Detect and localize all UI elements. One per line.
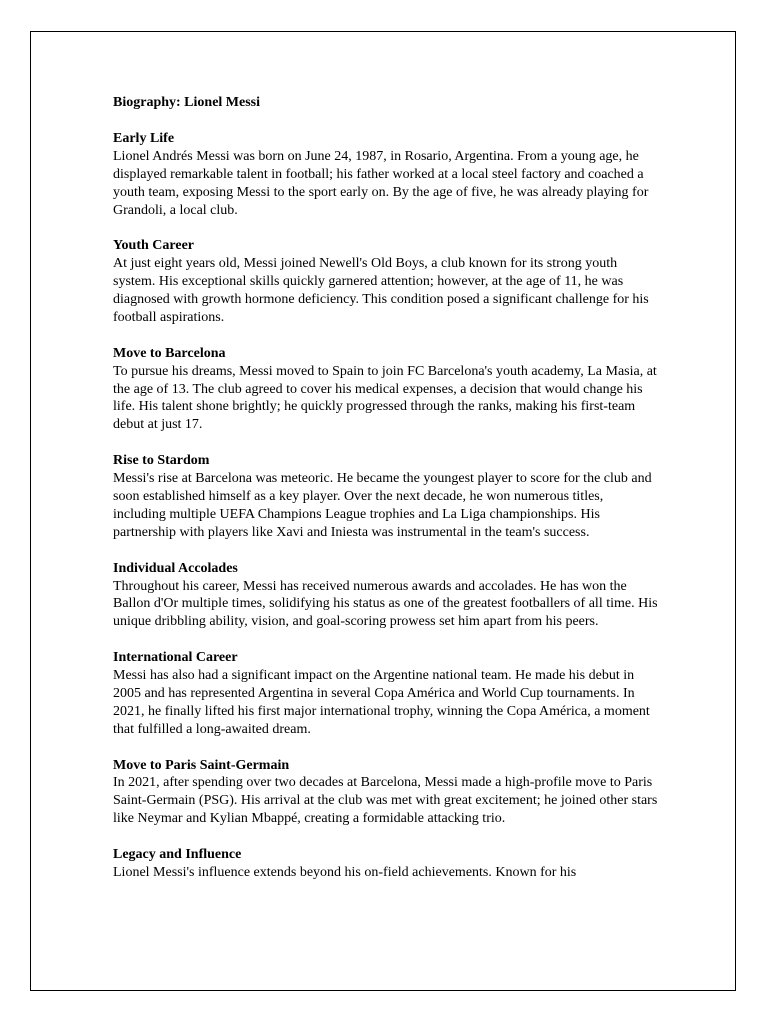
section-body: Lionel Andrés Messi was born on June 24, 1987, in Rosario, Argentina. From a young age, he displayed remarkable talent in football; his father worked at a local steel factory and coached a youth team, exposing Messi to the sport early on. By the age of five, he was already playing for Grandoli, a local club. xyxy=(113,148,649,218)
document-title: Biography: Lionel Messi xyxy=(113,95,261,110)
section-heading: International Career xyxy=(113,650,238,666)
section-heading: Legacy and Influence xyxy=(113,847,242,863)
section-international-career xyxy=(113,649,658,739)
section-early-life xyxy=(113,130,658,220)
section-heading: Youth Career xyxy=(113,238,195,254)
section-youth-career xyxy=(113,237,658,327)
document-content xyxy=(113,94,658,900)
section-heading: Move to Paris Saint-Germain xyxy=(113,757,290,773)
section-legacy-and-influence xyxy=(113,846,658,882)
section-body: Messi's rise at Barcelona was meteoric. He became the youngest player to score for the club and soon established himself as a key player. Over the next decade, he won numerous titles, including multiple UEFA Champions League trophies and La Liga championships. His partnership with players like Xavi and Iniesta was instrumental in the team's success. xyxy=(113,471,652,540)
section-body: Messi has also had a significant impact on the Argentine national team. He made his debut in 2005 and has represented Argentina in several Copa América and World Cup tournaments. In 2021, he finally lifted his first major international trophy, winning the Copa América, a moment that fulfilled a long-awaited dream. xyxy=(113,668,650,737)
section-body: Lionel Messi's influence extends beyond his on-field achievements. Known for his xyxy=(113,864,577,880)
section-heading: Early Life xyxy=(113,130,175,146)
section-rise-to-stardom xyxy=(113,452,658,542)
section-body: In 2021, after spending over two decades at Barcelona, Messi made a high-profile move to Paris Saint-Germain (PSG). His arrival at the club was met with great excitement; he joined other stars like Neymar and Kylian Mbappé, creating a formidable attacking trio. xyxy=(113,775,658,827)
document-page xyxy=(30,31,736,991)
section-body: At just eight years old, Messi joined Newell's Old Boys, a club known for its strong youth system. His exceptional skills quickly garnered attention; however, at the age of 11, he was diagnosed with growth hormone deficiency. This condition posed a significant challenge for his football aspirations. xyxy=(113,256,649,325)
section-body: To pursue his dreams, Messi moved to Spain to join FC Barcelona's youth academy, La Masia, at the age of 13. The club agreed to cover his medical expenses, a decision that would change his life. His talent shone brightly; he quickly progressed through the ranks, making his first-team debut at just 17. xyxy=(113,363,657,433)
section-individual-accolades xyxy=(113,560,658,632)
section-move-to-barcelona xyxy=(113,345,658,435)
section-move-to-psg xyxy=(113,757,658,829)
section-heading: Rise to Stardom xyxy=(113,453,210,469)
section-body: Throughout his career, Messi has received numerous awards and accolades. He has won the Ballon d'Or multiple times, solidifying his status as one of the greatest footballers of all time. His unique dribbling ability, vision, and goal-scoring prowess set him apart from his peers. xyxy=(113,578,658,630)
section-heading: Move to Barcelona xyxy=(113,345,226,361)
section-heading: Individual Accolades xyxy=(113,560,238,576)
